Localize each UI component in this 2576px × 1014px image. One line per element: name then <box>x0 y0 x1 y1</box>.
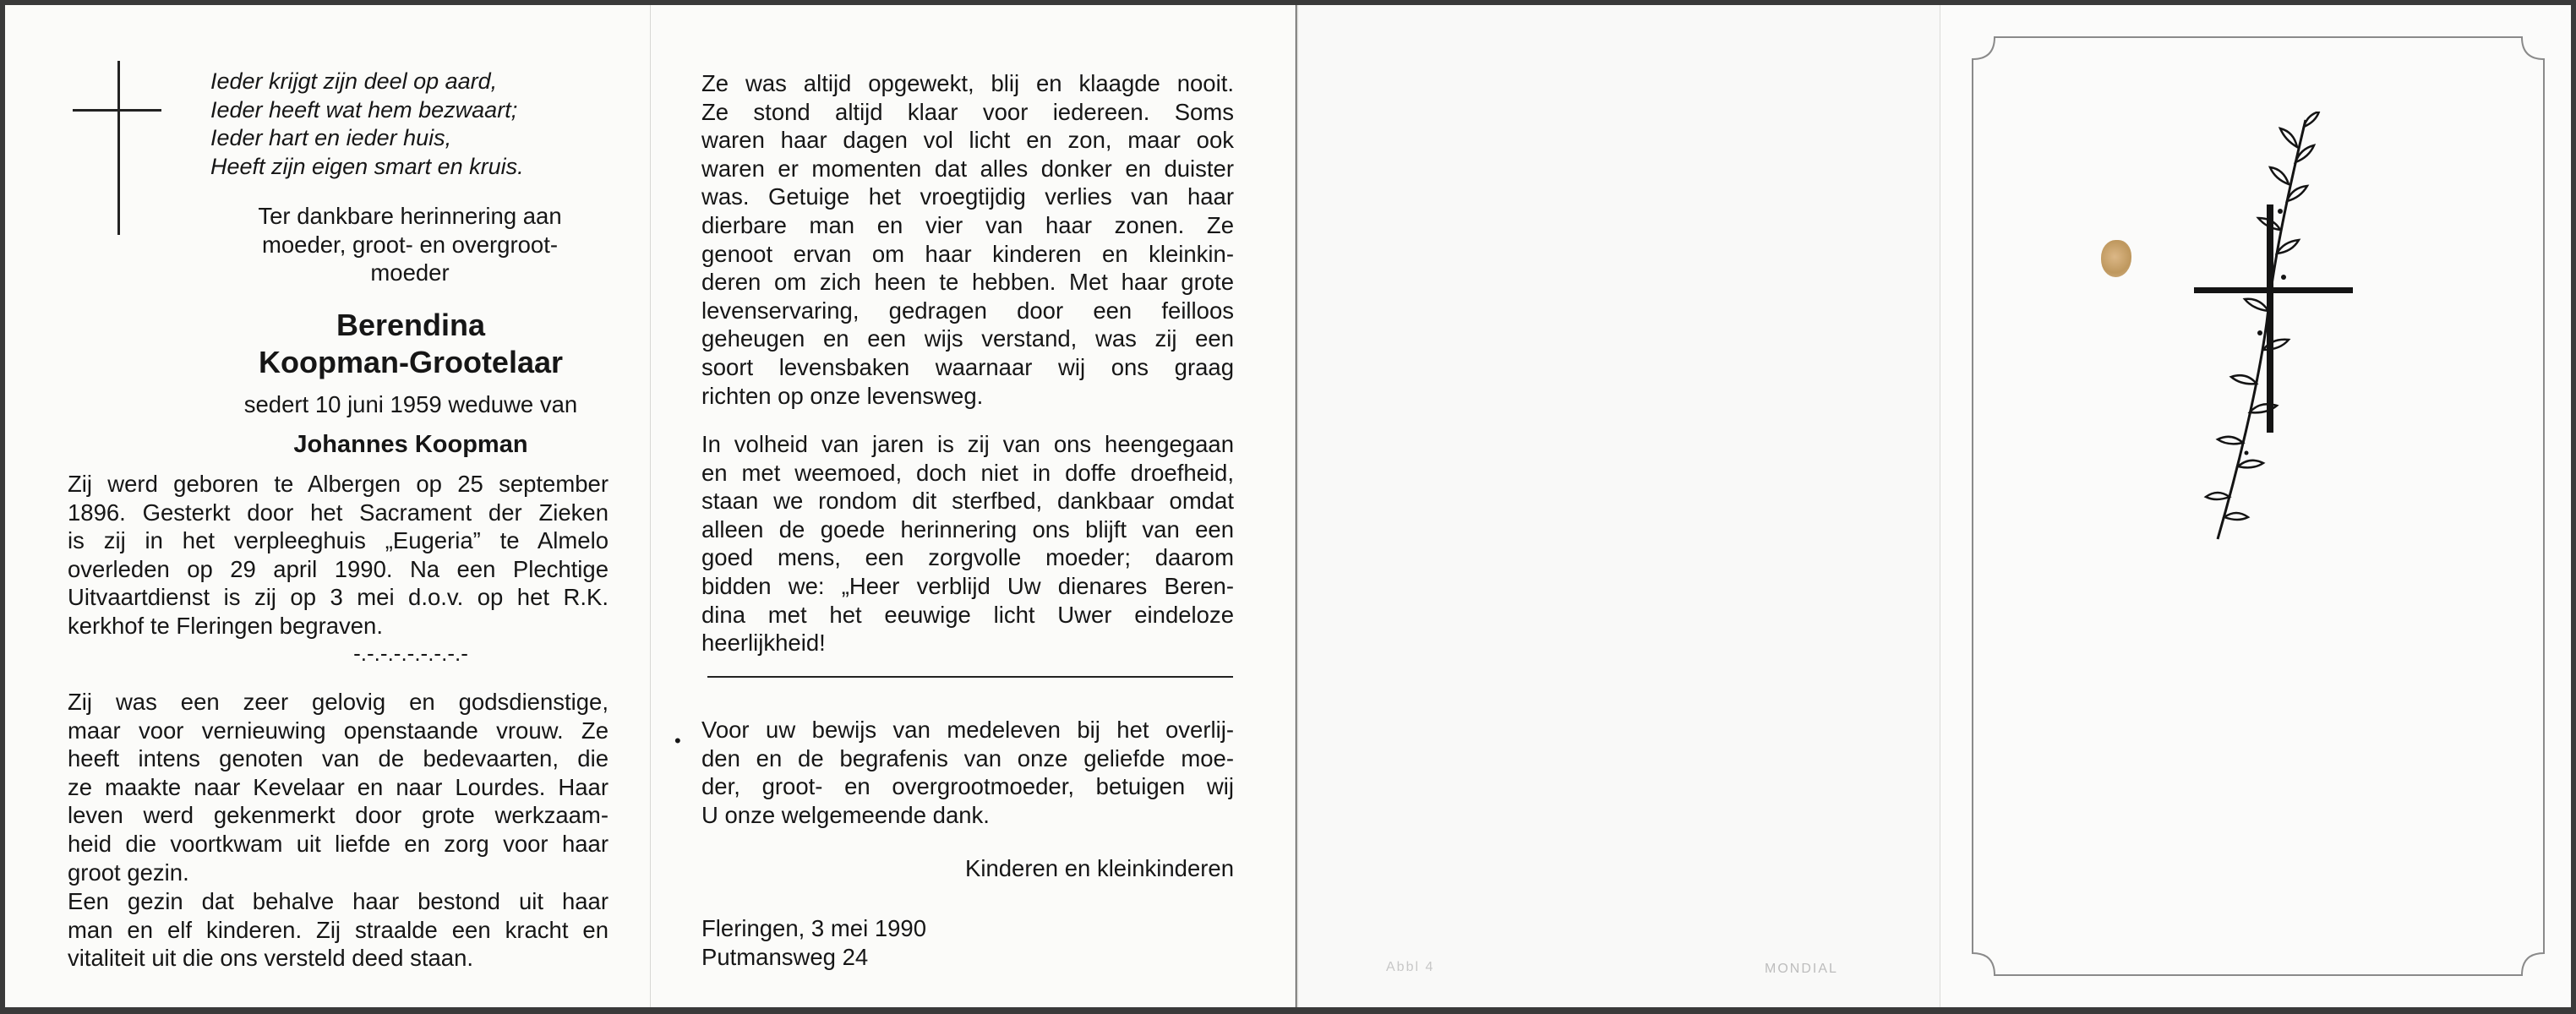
text-line: heerlijkheid! <box>701 630 826 657</box>
signature: Kinderen en kleinkinderen <box>965 855 1234 881</box>
poem-line: Heeft zijn eigen smart en kruis. <box>210 153 524 179</box>
character-paragraph <box>701 69 1234 410</box>
text-line: overleden op 29 april 1990. Na een Plechtige <box>68 555 609 582</box>
text-line: genoot ervan om haar kinderen en kleinkin- <box>701 240 1234 267</box>
text-line: alleen de goede herinnering ons blijft van een <box>701 515 1234 542</box>
text-line: heeft intens genoten van de bedevaarten, die <box>68 745 609 772</box>
text-line: waren er momenten dat alles donker en duister <box>701 155 1234 182</box>
text-line: levenservaring, gedragen door een feilloos <box>701 297 1234 324</box>
place-date: Fleringen, 3 mei 1990 <box>701 915 926 941</box>
text-line: Voor uw bewijs van medeleven bij het overlij- <box>701 717 1234 743</box>
text-line: Ze was altijd opgewekt, blij en klaagde nooit. <box>701 70 1234 96</box>
address: Putmansweg 24 <box>701 944 869 970</box>
text-line: der, groot- en overgrootmoeder, betuigen wij <box>701 773 1234 800</box>
text-line: goed mens, een zorgvolle moeder; daarom <box>701 544 1234 571</box>
deceased-surname: Koopman-Grootelaar <box>258 345 564 379</box>
card-panel-text <box>651 5 1296 1007</box>
biography-paragraph <box>68 470 609 641</box>
poem-line: Ieder krijgt zijn deel op aard, <box>210 68 498 94</box>
text-line: In volheid van jaren is zij van ons heengegaan <box>701 431 1234 457</box>
poem <box>210 68 633 181</box>
farewell-paragraph <box>701 430 1234 657</box>
dedication-line: moeder, groot- en overgroot- <box>261 231 559 258</box>
text-line: was. Getuige het vroegtijdig verlies van haar <box>701 183 1234 210</box>
text-line: dierbare man en vier van haar zonen. Ze <box>701 211 1234 238</box>
text-line: is zij in het verpleeghuis „Eugeria” te Almelo <box>68 527 609 554</box>
text-line: heid die voortkwam uit liefde en zorg voor haar <box>68 830 609 857</box>
text-line: maar voor vernieuwing openstaande vrouw. Ze <box>68 717 609 744</box>
card-panel-cover <box>1940 5 2571 1007</box>
text-line: kerkhof te Fleringen begraven. <box>68 612 383 639</box>
card-panel-left <box>5 5 651 1007</box>
thanks-paragraph <box>701 716 1234 829</box>
text-line: vitaliteit uit die ons versteld deed staan. <box>68 945 474 972</box>
text-line: Zij was een zeer gelovig en godsdienstige, <box>68 689 609 715</box>
text-line: leven werd gekenmerkt door grote werkzaam- <box>68 802 609 829</box>
deceased-first-name: Berendina <box>336 308 486 342</box>
text-line: Zij werd geboren te Albergen op 25 september <box>68 471 609 497</box>
text-line: den en de begrafenis van onze geliefde moe- <box>701 744 1234 771</box>
text-line: groot gezin. <box>68 859 189 886</box>
text-line: Ze stond altijd klaar voor iedereen. Soms <box>701 98 1234 125</box>
text-line: en met weemoed, doch niet in doffe droefheid, <box>701 459 1234 486</box>
olive-branch-cross-icon <box>2169 112 2371 551</box>
text-line: Uitvaartdienst is zij op 3 mei d.o.v. op het R.K. <box>68 584 609 611</box>
text-line: geheugen en een wijs verstand, was zij een <box>701 325 1234 352</box>
card-panel-blank <box>1298 5 1940 1007</box>
dedication-line: Ter dankbare herinnering aan <box>258 203 562 229</box>
text-line: deren om zich heen te hebben. Met haar grote <box>701 269 1234 296</box>
text-line: Een gezin dat behalve haar bestond uit haar <box>68 888 609 914</box>
text-line: waren haar dagen vol licht en zon, maar ook <box>701 127 1234 154</box>
dedication-line: moeder <box>370 259 450 286</box>
text-line: staan we rondom dit sterfbed, dankbaar omdat <box>701 488 1234 515</box>
poem-line: Ieder heeft wat hem bezwaart; <box>210 96 518 123</box>
dedication <box>211 202 609 287</box>
divider-rule <box>707 676 1233 678</box>
text-line: bidden we: „Heer verblijd Uw dienares Beren- <box>701 572 1234 599</box>
widow-line: sedert 10 juni 1959 weduwe van <box>243 391 578 417</box>
poem-line: Ieder hart en ieder huis, <box>210 125 452 150</box>
husband-name: Johannes Koopman <box>293 431 528 458</box>
text-line: dina met het eeuwige licht Uwer eindeloze <box>701 601 1234 628</box>
text-line: 1896. Gesterkt door het Sacrament der Zieken <box>68 499 609 526</box>
text-line: richten op onze levensweg. <box>701 382 984 409</box>
print-brand: MONDIAL <box>1765 962 1838 976</box>
cross-icon <box>73 61 161 235</box>
bullet-dot: • <box>674 730 681 751</box>
text-line: man en elf kinderen. Zij straalde een kracht en <box>68 916 609 943</box>
family-paragraph <box>68 887 609 973</box>
text-line: U onze welgemeende dank. <box>701 801 990 828</box>
text-line: ze maakte naar Kevelaar en naar Lourdes. Haar <box>68 773 609 800</box>
life-paragraph <box>68 688 609 886</box>
text-line: soort levensbaken waarnaar wij ons graag <box>701 353 1234 380</box>
separator: -.-.-.-.-.-.-.-.- <box>353 641 468 666</box>
print-code: Abbl 4 <box>1386 960 1435 974</box>
